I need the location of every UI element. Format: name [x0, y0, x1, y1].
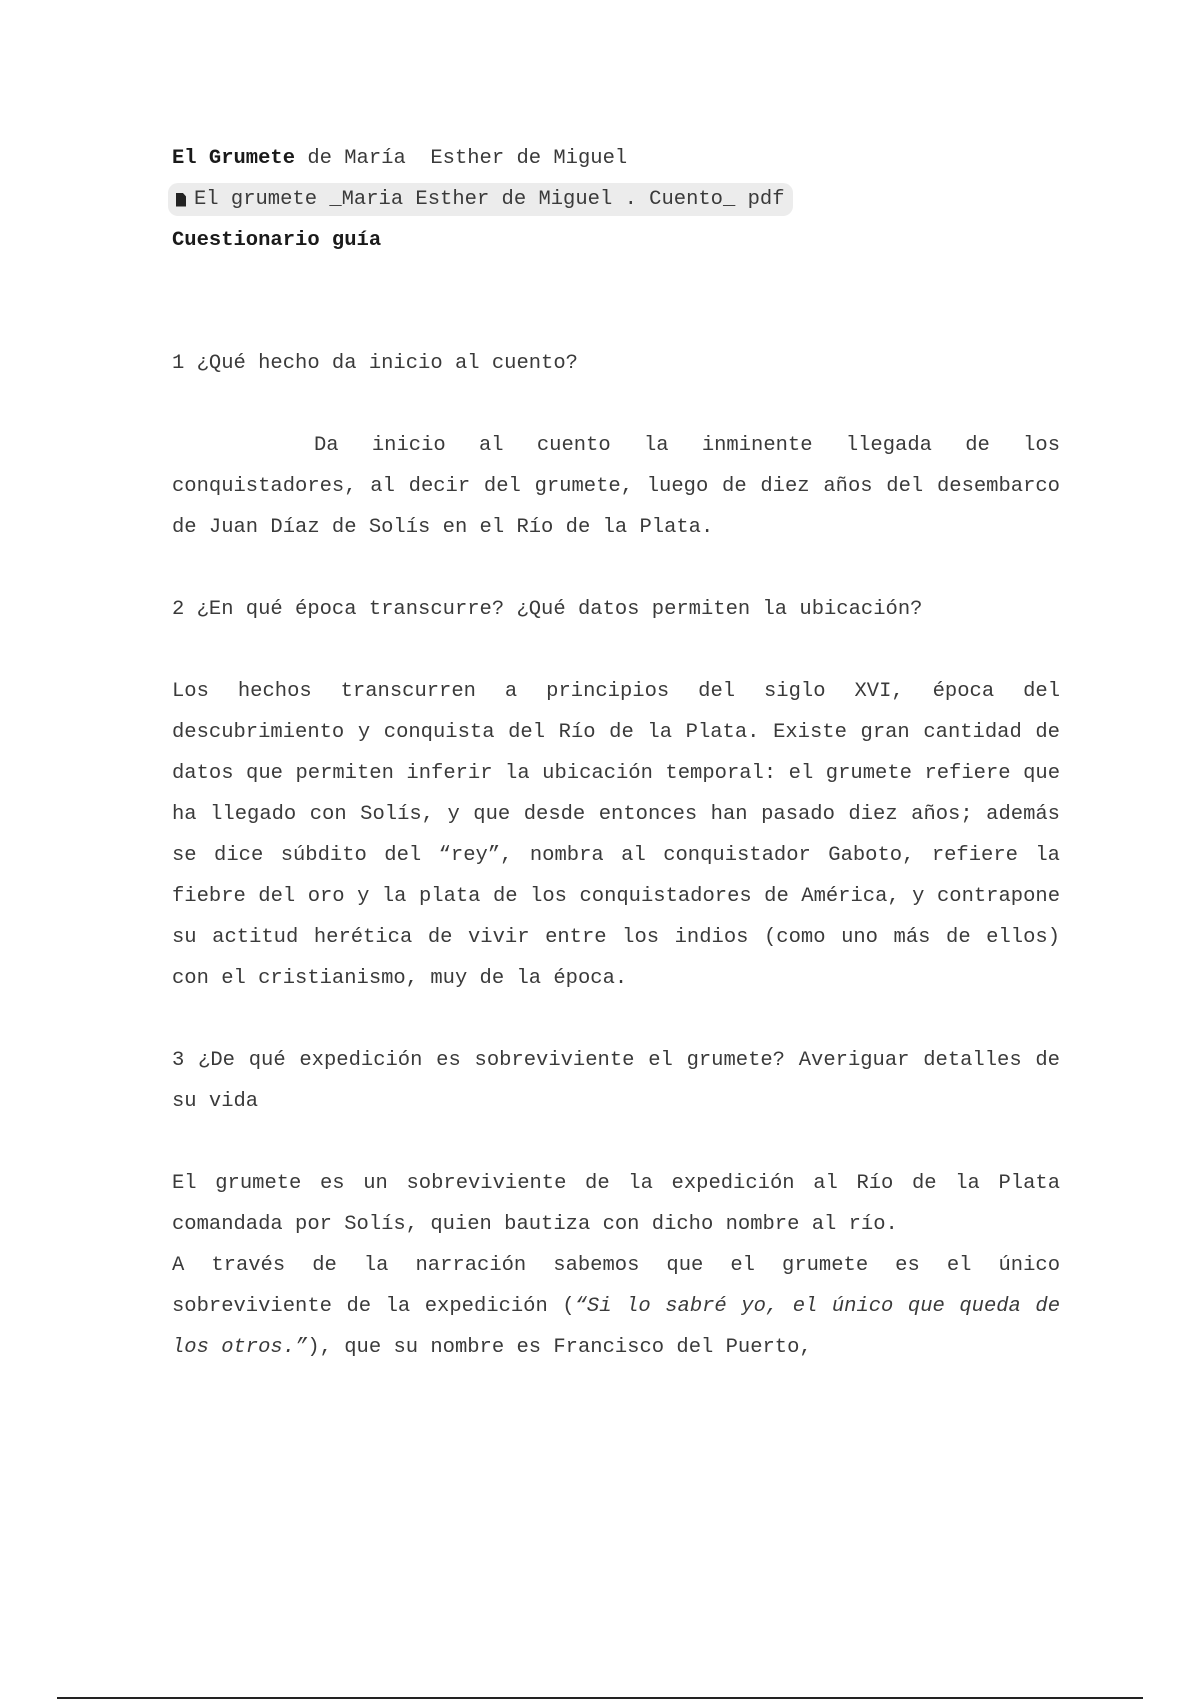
question-3: 3 ¿De qué expedición es sobreviviente el grumete? Averiguar detalles de su vida [172, 1049, 1060, 1113]
spacer [172, 999, 1060, 1040]
spacer [172, 384, 1060, 425]
answer-3-paragraph-1: El grumete es un sobreviviente de la expedición al Río de la Plata comandada por Solís, quien bautiza con dicho nombre al río. [172, 1172, 1060, 1236]
answer-3-quote: “Si lo sabré yo, el único que queda de los otros.” [172, 1295, 1060, 1359]
title-author: de María Esther de Miguel [295, 147, 628, 170]
answer-2: Los hechos transcurren a principios del siglo XVI, época del descubrimiento y conquista del Río de la Plata. Existe gran cantidad de datos que permiten inferir la ubicación temporal: el grumete refiere que ha llegado con Solís, y que desde entonces han pasado diez años; además se dice súbdito del “rey”, nombra al conquistador Gaboto, refiere la fiebre del oro y la plata de los conquistadores de América, y contrapone su actitud herética de vivir entre los indios (como uno más de ellos) con el cristianismo, muy de la época. [172, 680, 1060, 990]
answer-3-text-end: ), que su nombre es Francisco del Puerto, [307, 1336, 812, 1359]
answer-3-text-start: A través de la narración sabemos que el grumete es el único sobreviviente de la expedición ( [172, 1254, 1060, 1318]
spacer [172, 548, 1060, 589]
attachment-chip[interactable] [168, 183, 793, 216]
attachment-label: El grumete _Maria Esther de Miguel . Cuento_ pdf [194, 188, 785, 211]
section-heading: Cuestionario guía [172, 229, 382, 252]
document-title [172, 138, 1060, 179]
title-bold: El Grumete [172, 147, 296, 170]
question-2: 2 ¿En qué época transcurre? ¿Qué datos permiten la ubicación? [172, 598, 923, 621]
spacer [172, 1122, 1060, 1163]
spacer [172, 261, 1060, 343]
file-icon [176, 193, 186, 207]
attachment-row [172, 179, 1060, 220]
answer-3-paragraph-2 [172, 1245, 1060, 1368]
spacer [172, 630, 1060, 671]
question-1: 1 ¿Qué hecho da inicio al cuento? [172, 352, 578, 375]
document-page [172, 138, 1060, 1368]
answer-1: Da inicio al cuento la inminente llegada de los conquistadores, al decir del grumete, luego de diez años del desembarco de Juan Díaz de Solís en el Río de la Plata. [172, 434, 1060, 539]
footer-rule [57, 1697, 1143, 1699]
